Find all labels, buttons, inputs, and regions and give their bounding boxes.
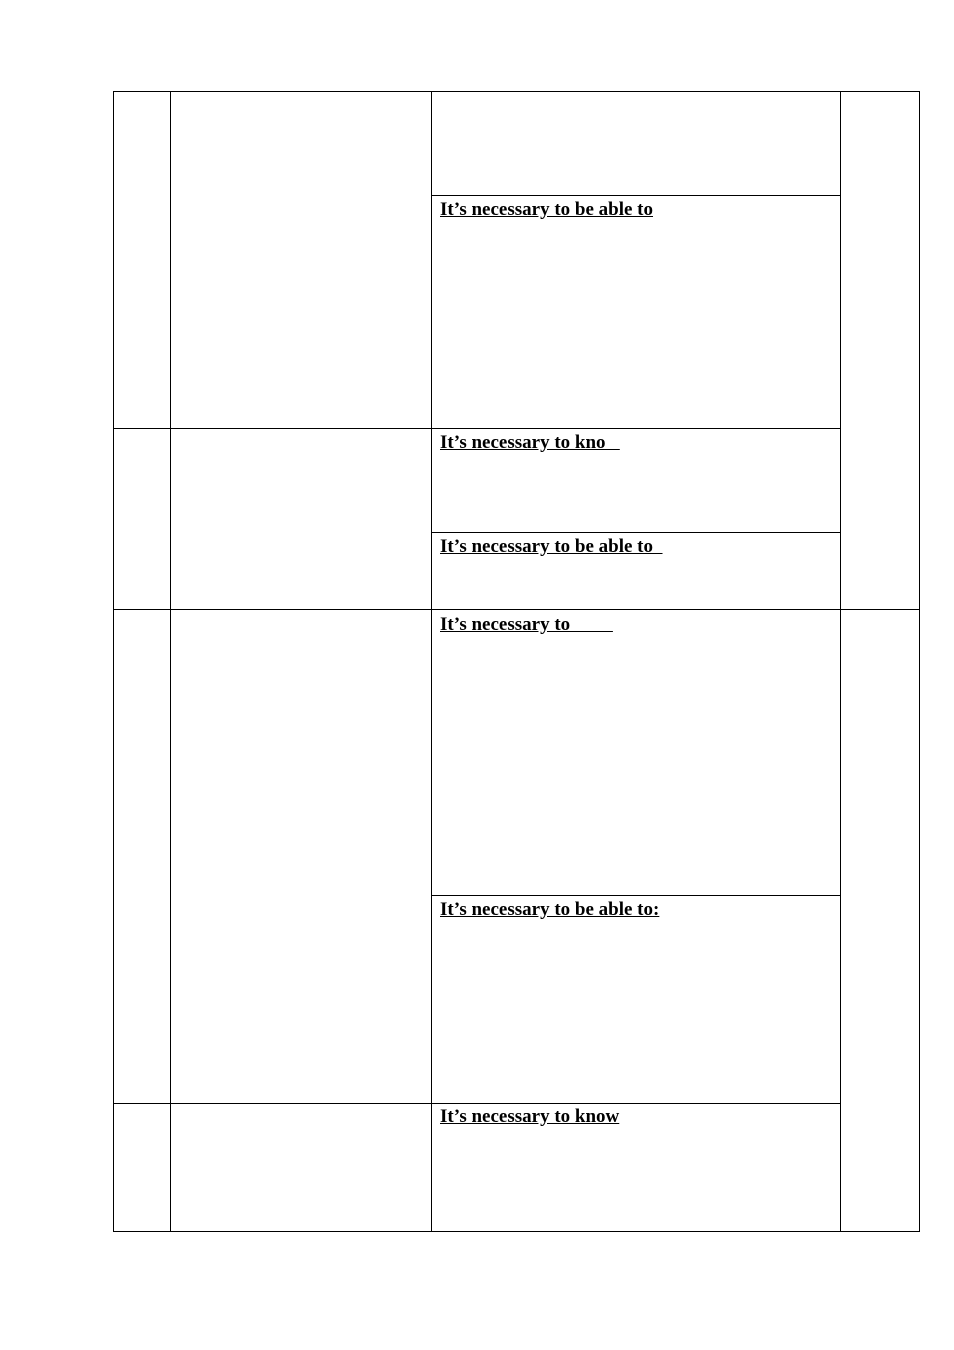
row-1-number-cell bbox=[114, 92, 170, 428]
row-4-topic-cell bbox=[171, 1104, 431, 1231]
row-3-topic-cell bbox=[171, 610, 431, 1103]
notes-cell-upper bbox=[841, 92, 919, 609]
requirement-heading-necessary-to: It’s necessary to bbox=[440, 614, 613, 635]
requirement-heading-able-to: It’s necessary to be able to bbox=[440, 536, 663, 557]
subrow-divider-2 bbox=[431, 532, 841, 533]
row-1-topic-cell bbox=[171, 92, 431, 428]
row-4-number-cell bbox=[114, 1104, 170, 1231]
requirement-heading-know: It’s necessary to know bbox=[440, 1106, 620, 1127]
column-divider-2 bbox=[431, 91, 432, 1232]
requirements-table bbox=[113, 91, 920, 1232]
subrow-divider-3 bbox=[431, 895, 841, 896]
subrow-divider-1 bbox=[431, 195, 841, 196]
row-2-number-cell bbox=[114, 429, 170, 609]
notes-cell-lower bbox=[841, 610, 919, 1231]
row-3-number-cell bbox=[114, 610, 170, 1103]
row-2-topic-cell bbox=[171, 429, 431, 609]
requirement-heading-able-to: It’s necessary to be able to bbox=[440, 199, 654, 220]
table-border-right bbox=[919, 91, 920, 1232]
table-border-bottom bbox=[113, 1231, 920, 1232]
requirement-heading-know: It’s necessary to kno bbox=[440, 432, 620, 453]
requirement-heading-able-to: It’s necessary to be able to: bbox=[440, 899, 660, 920]
